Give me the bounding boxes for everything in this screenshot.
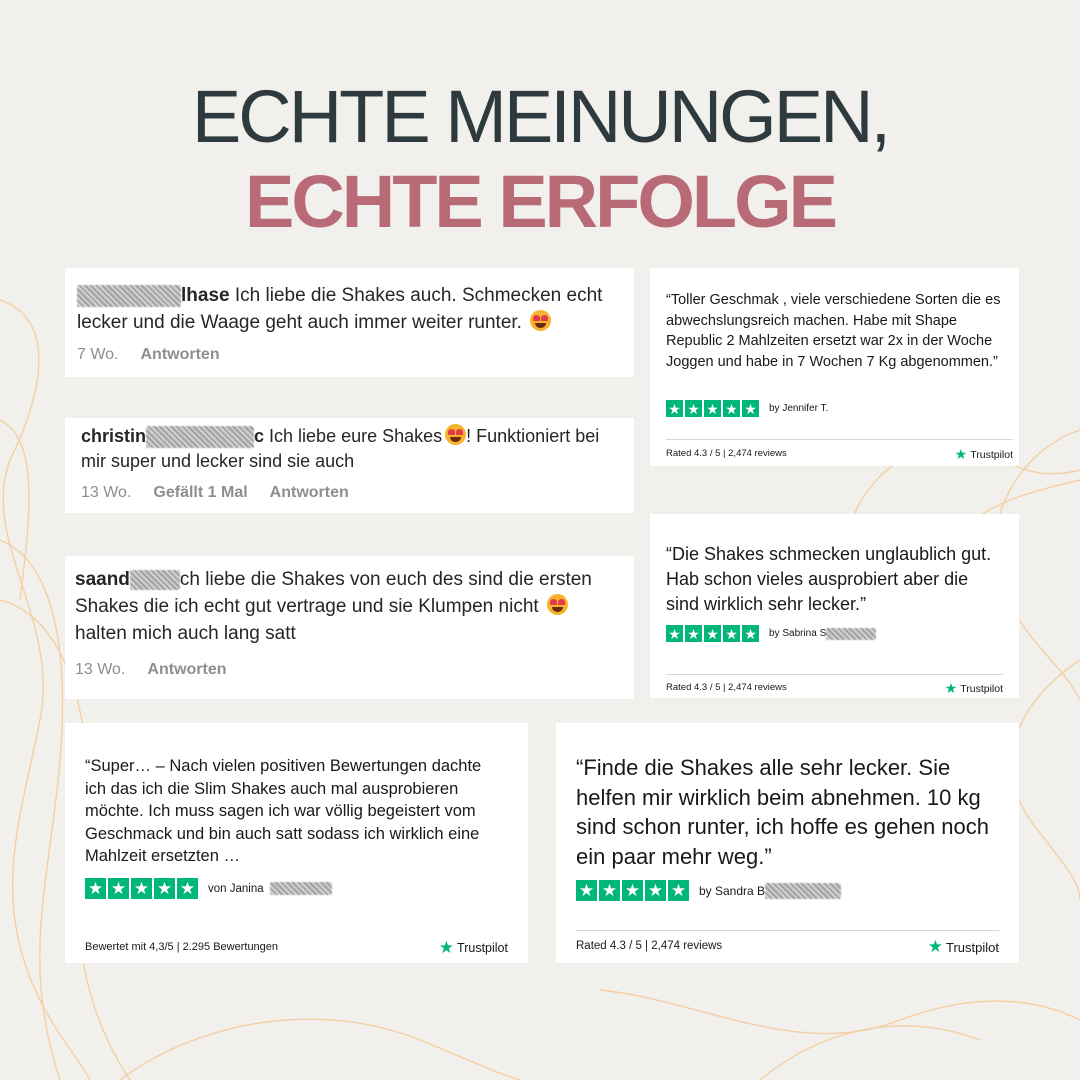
star-icon: ★ — [154, 878, 175, 899]
rating-summary: Bewertet mit 4,3/5 | 2.295 Bewertungen — [85, 941, 279, 953]
five-star-rating — [576, 880, 689, 901]
star-icon: ★ — [685, 400, 702, 417]
star-icon: ★ — [108, 878, 129, 899]
review-quote: “Toller Geschmak , viele verschiedene Sorten die es abwechslungsreich machen. Habe mit Shape Republic 2 Mahlzeiten ersetzt war 2x in der Woche Joggen und habe in 7 Wochen 7 Kg abgenommen.” — [666, 292, 1001, 370]
likes-count[interactable]: Gefällt 1 Mal — [153, 484, 248, 501]
rating-summary: Rated 4.3 / 5 | 2,474 reviews — [666, 682, 787, 693]
star-icon: ★ — [177, 878, 198, 899]
heart-eyes-emoji-icon — [547, 594, 568, 615]
heart-eyes-emoji-icon — [530, 310, 551, 331]
reply-link[interactable]: Antworten — [269, 484, 349, 501]
headline-line-2: ECHTE ERFOLGE — [244, 160, 836, 243]
five-star-rating — [666, 625, 759, 642]
trustpilot-logo[interactable]: ★ Trustpilot — [954, 446, 1013, 462]
reply-link[interactable]: Antworten — [147, 661, 227, 678]
reviewer-name: by Sabrina S — [769, 628, 827, 640]
star-icon: ★ — [85, 878, 106, 899]
review-quote: “Die Shakes schmecken unglaublich gut. Hab schon vieles ausprobiert aber die sind wirklich sehr lecker.” — [666, 544, 992, 614]
rating-summary: Rated 4.3 / 5 | 2,474 reviews — [666, 448, 787, 459]
star-icon: ★ — [668, 880, 689, 901]
star-icon: ★ — [685, 625, 702, 642]
divider — [576, 930, 999, 931]
star-icon: ★ — [723, 400, 740, 417]
reviewer-name: by Sandra B — [699, 883, 766, 898]
blurred-surname — [826, 628, 876, 640]
rating-row — [666, 625, 876, 643]
headline-line-1: ECHTE MEINUNGEN, — [191, 75, 889, 158]
comment-text: lhase Ich liebe die Shakes auch. Schmecken echt lecker und die Waage geht auch immer weiter runter. — [77, 285, 603, 333]
trustpilot-review-card — [650, 514, 1019, 698]
comment-text: christin c Ich liebe eure Shakes ! Funktioniert bei mir super und lecker sind sie auch — [81, 426, 600, 471]
blurred-surname — [270, 882, 332, 895]
blurred-username — [130, 570, 180, 590]
comment-username[interactable]: saand — [75, 569, 130, 590]
review-quote: “Finde die Shakes alle sehr lecker. Sie helfen mir wirklich beim abnehmen. 10 kg sind schon runter, ich hoffe es gehen noch ein paar mehr weg.” — [576, 755, 989, 869]
five-star-rating — [666, 400, 759, 417]
comment-meta — [81, 484, 618, 502]
rating-row — [85, 878, 332, 899]
trustpilot-logo[interactable]: ★ Trustpilot — [438, 938, 508, 957]
blurred-username — [146, 426, 254, 448]
star-icon: ★ — [599, 880, 620, 901]
star-icon: ★ — [704, 625, 721, 642]
rating-summary: Rated 4.3 / 5 | 2,474 reviews — [576, 940, 723, 952]
instagram-comment-card — [65, 418, 634, 513]
review-quote: “Super… – Nach vielen positiven Bewertungen dachte ich das ich die Slim Shakes auch mal ausprobieren möchte. Ich muss sagen ich war völlig begeistert vom Geschmack und bin auch satt sodass ich wirklich eine Mahlzeit ersetzten … — [85, 757, 482, 865]
trustpilot-review-card — [650, 268, 1019, 466]
trustpilot-star-icon: ★ — [954, 446, 968, 462]
comment-time: 7 Wo. — [77, 346, 119, 363]
comment-time: 13 Wo. — [75, 661, 126, 678]
rating-row — [666, 400, 828, 418]
comment-meta — [77, 346, 622, 364]
trustpilot-star-icon: ★ — [927, 937, 944, 956]
star-icon: ★ — [666, 400, 683, 417]
divider — [666, 439, 1013, 440]
comment-meta — [75, 661, 624, 679]
star-icon: ★ — [723, 625, 740, 642]
trustpilot-review-card — [65, 723, 528, 963]
star-icon: ★ — [742, 625, 759, 642]
divider — [666, 674, 1003, 675]
comment-time: 13 Wo. — [81, 484, 132, 501]
reply-link[interactable]: Antworten — [140, 346, 220, 363]
comment-username[interactable]: lhase — [181, 285, 230, 306]
star-icon: ★ — [131, 878, 152, 899]
star-icon: ★ — [742, 400, 759, 417]
comment-username[interactable]: christin — [81, 426, 147, 446]
trustpilot-logo[interactable]: ★ Trustpilot — [944, 680, 1003, 696]
instagram-comment-card — [65, 556, 634, 699]
blurred-username — [77, 285, 181, 307]
star-icon: ★ — [704, 400, 721, 417]
instagram-comment-card — [65, 268, 634, 377]
trustpilot-logo[interactable]: ★ Trustpilot — [927, 937, 999, 956]
star-icon: ★ — [576, 880, 597, 901]
heart-eyes-emoji-icon — [445, 424, 466, 445]
rating-row — [576, 880, 841, 901]
star-icon: ★ — [645, 880, 666, 901]
trustpilot-review-card — [556, 723, 1019, 963]
blurred-surname — [765, 883, 841, 899]
star-icon: ★ — [666, 625, 683, 642]
reviewer-name: by Jennifer T. — [769, 403, 829, 415]
star-icon: ★ — [622, 880, 643, 901]
comment-text: saand ch liebe die Shakes von euch des sind die ersten Shakes die ich echt gut vertrage und sie Klumpen nicht halten mich auch lang satt — [75, 569, 592, 644]
reviewer-name: von Janina — [208, 882, 264, 895]
trustpilot-star-icon: ★ — [438, 938, 455, 957]
five-star-rating — [85, 878, 198, 899]
trustpilot-star-icon: ★ — [944, 680, 958, 696]
